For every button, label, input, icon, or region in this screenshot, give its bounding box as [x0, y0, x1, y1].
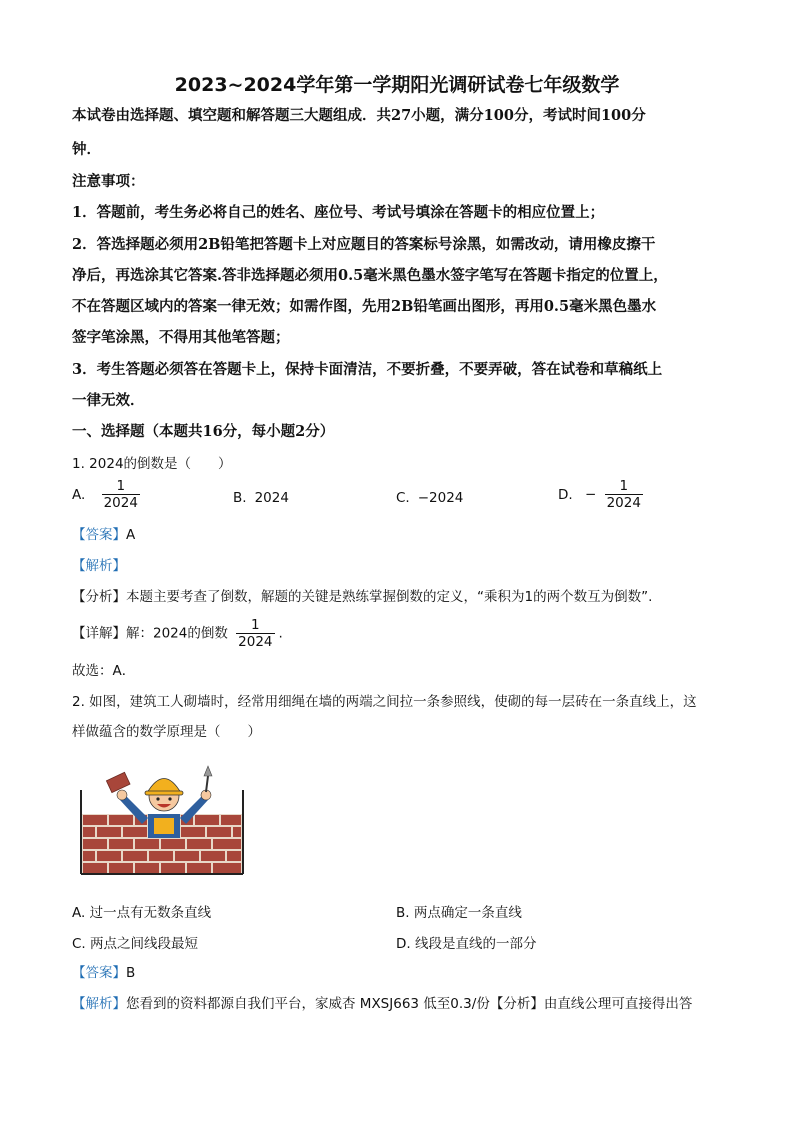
q1-conclusion: 故选：A．: [72, 663, 136, 679]
notice-item-2-line-2: 净后，再选涂其它答案.答非选择题必须用0.5毫米黑色墨水签字笔写在答题卡指定的位置上，: [72, 267, 668, 284]
analysis-tag: 【解析】: [72, 558, 126, 574]
q1-option-d: [558, 478, 647, 511]
notice-item-2-line-1: 2．答选择题必须用2B铅笔把答题卡上对应题目的答案标号涂黑，如需改动，请用橡皮擦干: [72, 236, 656, 253]
q1-detail: [72, 617, 724, 650]
fenxi-tag: 【分析】: [72, 589, 126, 605]
q2-stem-line-1: 2. 如图，建筑工人砌墙时，经常用细绳在墙的两端之间拉一条参照线，使砌的每一层砖在一条直线上，这: [72, 694, 697, 710]
notice-item-2-line-3: 不在答题区域内的答案一律无效；如需作图，先用2B铅笔画出图形，再用0.5毫米黑色墨水: [72, 298, 657, 315]
notice-item-2-line-4: 签字笔涂黑，不得用其他笔答题；: [72, 329, 290, 346]
analysis-text: 您看到的资料都源自我们平台，家威杏 MXSJ663 低至0.3/份: [126, 996, 490, 1012]
fraction-denominator: 2024: [103, 495, 138, 511]
fraction-numerator: 1: [116, 478, 126, 494]
fenxi-text: 本题主要考查了倒数，解题的关键是熟练掌握倒数的定义，“乘积为1的两个数互为倒数”.: [126, 589, 653, 605]
fraction: [102, 478, 140, 511]
section-1-heading: 一、选择题（本题共16分，每小题2分）: [72, 423, 335, 440]
option-letter: C.: [396, 490, 410, 506]
q1-analysis-heading: [72, 556, 724, 576]
q1-option-c: [396, 490, 463, 506]
notice-item-1: 1．答题前，考生务必将自己的姓名、座位号、考试号填涂在答题卡的相应位置上；: [72, 204, 605, 221]
fraction: [605, 478, 643, 511]
q2-option-d: D. 线段是直线的一部分: [396, 936, 537, 952]
q1-option-b: [233, 490, 289, 506]
q1-stem: 1. 2024的倒数是（ ）: [72, 456, 232, 472]
q1-answer: [72, 525, 724, 545]
detail-end: .: [278, 625, 283, 642]
bricklayer-illustration: [78, 762, 248, 877]
fraction-numerator: 1: [251, 617, 260, 633]
q2-option-c: C. 两点之间线段最短: [72, 936, 199, 952]
q2-stem-line-2: 样做蕴含的数学原理是（ ）: [72, 724, 261, 740]
fraction-denominator: 2024: [238, 634, 273, 650]
q2-analysis: [72, 994, 724, 1014]
q1-fenxi: [72, 587, 724, 607]
notice-item-3-line-2: 一律无效．: [72, 392, 145, 409]
intro-line-1: 本试卷由选择题、填空题和解答题三大题组成．共27小题，满分100分，考试时间100分: [72, 107, 646, 124]
minus-sign: −: [584, 486, 597, 503]
notice-heading: 注意事项：: [72, 173, 145, 190]
notice-item-3-line-1: 3．考生答题必须答在答题卡上，保持卡面清洁，不要折叠，不要弄破，答在试卷和草稿纸上: [72, 361, 663, 378]
q1-option-a: [72, 478, 144, 511]
answer-tag: 【答案】: [72, 965, 126, 981]
q2-option-b: B. 两点确定一条直线: [396, 905, 522, 921]
fraction: [236, 617, 274, 650]
fenxi-tag: 【分析】: [489, 996, 544, 1012]
option-text: 2024: [254, 490, 289, 506]
analysis-tag: 【解析】: [72, 996, 126, 1012]
intro-line-2: 钟．: [72, 141, 101, 158]
fraction-numerator: 1: [619, 478, 629, 494]
answer-value: A: [126, 527, 136, 543]
option-letter: A.: [72, 486, 86, 503]
option-letter: D.: [558, 486, 573, 503]
detail-tag: 【详解】: [72, 625, 126, 642]
page-title: 2023~2024学年第一学期阳光调研试卷七年级数学: [174, 74, 620, 96]
fraction-denominator: 2024: [606, 495, 641, 511]
answer-tag: 【答案】: [72, 527, 126, 543]
fenxi-text: 由直线公理可直接得出答: [543, 996, 693, 1012]
detail-text: 解：2024的倒数: [126, 625, 228, 642]
answer-value: B: [126, 965, 136, 981]
q2-option-a: A. 过一点有无数条直线: [72, 905, 212, 921]
option-letter: B.: [233, 490, 247, 506]
q2-answer: [72, 963, 724, 983]
option-text: −2024: [417, 490, 464, 506]
